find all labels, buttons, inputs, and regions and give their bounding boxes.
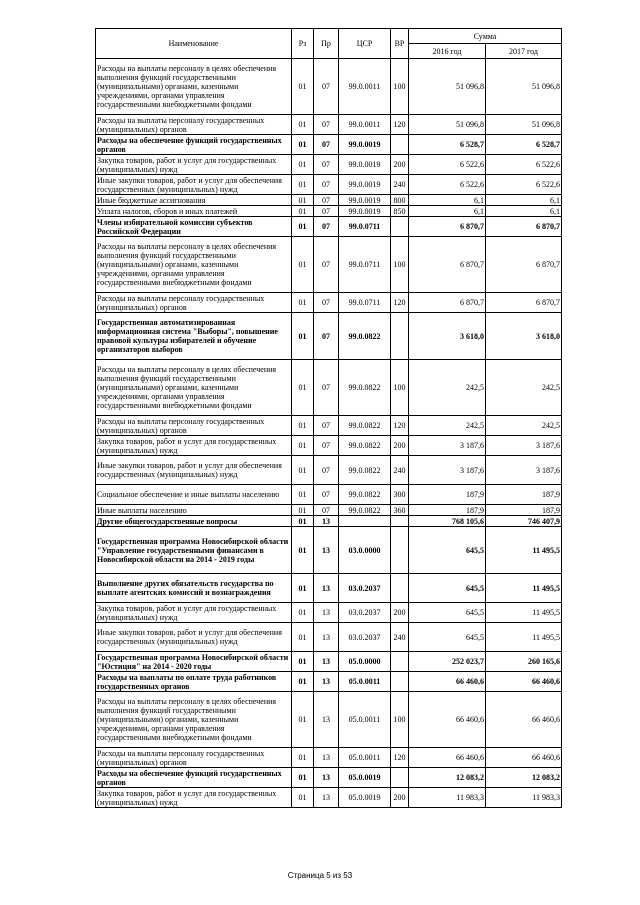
row-csr: 99.0.0822: [339, 313, 391, 360]
row-sum-2016: 187,9: [409, 505, 486, 516]
table-row: [96, 416, 562, 436]
row-pr: 07: [314, 237, 339, 293]
row-name: Закупка товаров, работ и услуг для государственных (муниципальных) нужд: [96, 436, 292, 456]
row-pr: 07: [314, 195, 339, 206]
row-name: Государственная программа Новосибирской области "Юстиция" на 2014 - 2020 годы: [96, 652, 292, 672]
row-vr: 240: [391, 623, 409, 652]
table-row: [96, 768, 562, 788]
header-rz: Рз: [292, 29, 314, 59]
row-sum-2016: 645,5: [409, 574, 486, 603]
row-rz: 01: [292, 237, 314, 293]
row-name: Другие общегосударственные вопросы: [96, 516, 292, 527]
table-row: [96, 456, 562, 485]
row-sum-2017: 11 495,5: [486, 527, 562, 574]
row-csr: 99.0.0011: [339, 115, 391, 135]
row-sum-2017: 51 096,8: [486, 115, 562, 135]
row-sum-2017: 11 983,3: [486, 788, 562, 808]
table-row: [96, 293, 562, 313]
row-sum-2017: 6 522,6: [486, 155, 562, 175]
row-vr: 200: [391, 603, 409, 623]
row-name: Государственная автоматизированная информационная система "Выборы", повышение правовой культуры избирателей и обучение организаторов выборов: [96, 313, 292, 360]
row-sum-2017: 6 870,7: [486, 293, 562, 313]
table-row: [96, 505, 562, 516]
table-row: [96, 748, 562, 768]
row-csr: 05.0.0000: [339, 652, 391, 672]
header-vr: ВР: [391, 29, 409, 59]
row-sum-2016: 3 187,6: [409, 456, 486, 485]
row-pr: 13: [314, 652, 339, 672]
header-sum: Сумма: [409, 29, 562, 44]
row-sum-2016: 3 187,6: [409, 436, 486, 456]
row-name: Расходы на выплаты персоналу в целях обеспечения выполнения функций государственными (муниципальными) органами, казенными учреждениями, органами управления государственными внебюджетными фондами: [96, 360, 292, 416]
row-csr: 99.0.0011: [339, 59, 391, 115]
row-sum-2017: 6,1: [486, 206, 562, 217]
row-sum-2017: 187,9: [486, 485, 562, 505]
row-pr: 13: [314, 692, 339, 748]
row-vr: [391, 574, 409, 603]
row-sum-2016: 6 870,7: [409, 237, 486, 293]
row-sum-2016: 6,1: [409, 195, 486, 206]
row-vr: 800: [391, 195, 409, 206]
row-sum-2016: 66 460,6: [409, 692, 486, 748]
row-sum-2017: 6 522,6: [486, 175, 562, 195]
row-rz: 01: [292, 175, 314, 195]
row-vr: [391, 768, 409, 788]
row-vr: 120: [391, 115, 409, 135]
row-name: Расходы на выплаты персоналу государственных (муниципальных) органов: [96, 293, 292, 313]
header-name: Наименование: [96, 29, 292, 59]
row-csr: 99.0.0019: [339, 175, 391, 195]
row-name: Расходы на выплаты персоналу в целях обеспечения выполнения функций государственными (муниципальными) органами, казенными учреждениями, органами управления государственными внебюджетными фондами: [96, 692, 292, 748]
row-pr: 13: [314, 603, 339, 623]
table-row: [96, 217, 562, 237]
row-vr: 200: [391, 788, 409, 808]
row-name: Иные бюджетные ассигнования: [96, 195, 292, 206]
row-sum-2016: 187,9: [409, 485, 486, 505]
header-2017: 2017 год: [486, 44, 562, 59]
row-pr: 07: [314, 59, 339, 115]
row-name: Расходы на выплаты персоналу государственных (муниципальных) органов: [96, 748, 292, 768]
row-sum-2016: 66 460,6: [409, 748, 486, 768]
row-rz: 01: [292, 115, 314, 135]
row-sum-2016: 11 983,3: [409, 788, 486, 808]
row-csr: 99.0.0019: [339, 135, 391, 155]
table-row: [96, 195, 562, 206]
row-sum-2017: 187,9: [486, 505, 562, 516]
row-rz: 01: [292, 456, 314, 485]
row-sum-2016: 768 105,6: [409, 516, 486, 527]
row-vr: [391, 527, 409, 574]
table-row: [96, 115, 562, 135]
row-rz: 01: [292, 293, 314, 313]
row-vr: [391, 217, 409, 237]
row-vr: 240: [391, 456, 409, 485]
row-sum-2017: 66 460,6: [486, 748, 562, 768]
row-name: Расходы на выплаты персоналу в целях обеспечения выполнения функций государственными (муниципальными) органами, казенными учреждениями, органами управления государственными внебюджетными фондами: [96, 237, 292, 293]
row-sum-2017: 242,5: [486, 360, 562, 416]
row-vr: 120: [391, 748, 409, 768]
row-sum-2016: 6 870,7: [409, 217, 486, 237]
row-rz: 01: [292, 505, 314, 516]
row-sum-2017: 260 165,6: [486, 652, 562, 672]
row-pr: 07: [314, 206, 339, 217]
row-pr: 13: [314, 788, 339, 808]
row-vr: 100: [391, 59, 409, 115]
row-sum-2017: 66 460,6: [486, 672, 562, 692]
row-csr: 05.0.0011: [339, 692, 391, 748]
row-sum-2017: 746 407,9: [486, 516, 562, 527]
page-footer: Страница 5 из 53: [287, 871, 353, 880]
table-row: [96, 788, 562, 808]
row-name: Иные закупки товаров, работ и услуг для обеспечения государственных (муниципальных) нужд: [96, 456, 292, 485]
row-rz: 01: [292, 195, 314, 206]
row-sum-2016: 6 522,6: [409, 155, 486, 175]
table-row: [96, 360, 562, 416]
row-name: Расходы на обеспечение функций государственных органов: [96, 768, 292, 788]
row-vr: [391, 135, 409, 155]
row-csr: 05.0.0011: [339, 672, 391, 692]
row-pr: 07: [314, 135, 339, 155]
row-rz: 01: [292, 416, 314, 436]
row-csr: 99.0.0019: [339, 206, 391, 217]
row-name: Члены избирательной комиссии субъектов Российской Федерации: [96, 217, 292, 237]
row-pr: 13: [314, 574, 339, 603]
row-pr: 07: [314, 456, 339, 485]
row-name: Расходы на выплаты по оплате труда работников государственных органов: [96, 672, 292, 692]
row-name: Закупка товаров, работ и услуг для государственных (муниципальных) нужд: [96, 603, 292, 623]
row-pr: 07: [314, 436, 339, 456]
row-pr: 07: [314, 217, 339, 237]
row-name: Расходы на выплаты персоналу государственных (муниципальных) органов: [96, 115, 292, 135]
table-row: [96, 155, 562, 175]
row-pr: 13: [314, 748, 339, 768]
row-vr: 300: [391, 485, 409, 505]
row-name: Иные закупки товаров, работ и услуг для обеспечения государственных (муниципальных) нужд: [96, 175, 292, 195]
row-rz: 01: [292, 59, 314, 115]
row-sum-2017: 12 083,2: [486, 768, 562, 788]
row-name: Иные выплаты населению: [96, 505, 292, 516]
table-row: [96, 135, 562, 155]
row-vr: 100: [391, 237, 409, 293]
row-pr: 13: [314, 516, 339, 527]
row-rz: 01: [292, 692, 314, 748]
row-rz: 01: [292, 516, 314, 527]
row-rz: 01: [292, 768, 314, 788]
row-csr: 99.0.0019: [339, 155, 391, 175]
row-sum-2016: 6 870,7: [409, 293, 486, 313]
row-sum-2016: 51 096,8: [409, 115, 486, 135]
row-sum-2016: 242,5: [409, 360, 486, 416]
row-sum-2017: 6,1: [486, 195, 562, 206]
row-rz: 01: [292, 527, 314, 574]
table-row: [96, 59, 562, 115]
row-vr: 100: [391, 360, 409, 416]
row-rz: 01: [292, 652, 314, 672]
row-sum-2017: 3 618,0: [486, 313, 562, 360]
row-sum-2017: 51 096,8: [486, 59, 562, 115]
row-name: Расходы на выплаты персоналу в целях обеспечения выполнения функций государственными (муниципальными) органами, казенными учреждениями, органами управления государственными внебюджетными фондами: [96, 59, 292, 115]
row-csr: [339, 516, 391, 527]
row-sum-2016: 66 460,6: [409, 672, 486, 692]
row-rz: 01: [292, 574, 314, 603]
row-pr: 13: [314, 623, 339, 652]
row-csr: 03.0.2037: [339, 623, 391, 652]
row-sum-2017: 3 187,6: [486, 456, 562, 485]
table-row: [96, 574, 562, 603]
table-row: [96, 237, 562, 293]
row-sum-2017: 11 495,5: [486, 623, 562, 652]
row-vr: [391, 516, 409, 527]
row-rz: 01: [292, 360, 314, 416]
row-csr: 03.0.0000: [339, 527, 391, 574]
table-row: [96, 672, 562, 692]
row-name: Государственная программа Новосибирской области "Управление государственными финансами в Новосибирской области на 2014 - 2019 годы: [96, 527, 292, 574]
table-row: [96, 603, 562, 623]
table-row: [96, 206, 562, 217]
row-pr: 13: [314, 527, 339, 574]
row-sum-2016: 6,1: [409, 206, 486, 217]
row-name: Расходы на выплаты персоналу государственных (муниципальных) органов: [96, 416, 292, 436]
row-pr: 07: [314, 505, 339, 516]
row-sum-2017: 242,5: [486, 416, 562, 436]
table-row: [96, 436, 562, 456]
row-name: Закупка товаров, работ и услуг для государственных (муниципальных) нужд: [96, 788, 292, 808]
row-pr: 13: [314, 768, 339, 788]
row-csr: 99.0.0822: [339, 485, 391, 505]
row-rz: 01: [292, 155, 314, 175]
row-name: Уплата налогов, сборов и иных платежей: [96, 206, 292, 217]
row-vr: [391, 652, 409, 672]
table-row: [96, 175, 562, 195]
row-rz: 01: [292, 485, 314, 505]
row-csr: 99.0.0711: [339, 293, 391, 313]
row-sum-2016: 645,5: [409, 527, 486, 574]
header-2016: 2016 год: [409, 44, 486, 59]
row-csr: 99.0.0822: [339, 360, 391, 416]
header-csr: ЦСР: [339, 29, 391, 59]
row-csr: 99.0.0822: [339, 456, 391, 485]
row-sum-2016: 6 522,6: [409, 175, 486, 195]
row-rz: 01: [292, 748, 314, 768]
header-pr: Пр: [314, 29, 339, 59]
row-csr: 05.0.0019: [339, 788, 391, 808]
row-pr: 07: [314, 115, 339, 135]
row-vr: 120: [391, 293, 409, 313]
row-pr: 07: [314, 155, 339, 175]
row-pr: 07: [314, 293, 339, 313]
row-csr: 05.0.0011: [339, 748, 391, 768]
row-sum-2017: 11 495,5: [486, 574, 562, 603]
row-sum-2017: 66 460,6: [486, 692, 562, 748]
table-row: [96, 516, 562, 527]
table-row: [96, 527, 562, 574]
row-vr: 240: [391, 175, 409, 195]
row-vr: 200: [391, 155, 409, 175]
row-sum-2017: 6 528,7: [486, 135, 562, 155]
row-csr: 05.0.0019: [339, 768, 391, 788]
row-sum-2016: 6 528,7: [409, 135, 486, 155]
row-csr: 99.0.0822: [339, 436, 391, 456]
row-rz: 01: [292, 672, 314, 692]
row-name: Социальное обеспечение и иные выплаты населению: [96, 485, 292, 505]
table-body: [96, 59, 562, 808]
row-sum-2016: 242,5: [409, 416, 486, 436]
row-sum-2016: 645,5: [409, 603, 486, 623]
table-row: [96, 623, 562, 652]
row-pr: 07: [314, 416, 339, 436]
row-csr: 99.0.0019: [339, 195, 391, 206]
row-vr: [391, 672, 409, 692]
row-vr: 200: [391, 436, 409, 456]
row-sum-2017: 6 870,7: [486, 237, 562, 293]
row-csr: 99.0.0711: [339, 217, 391, 237]
row-rz: 01: [292, 623, 314, 652]
row-vr: 360: [391, 505, 409, 516]
table-row: [96, 692, 562, 748]
row-sum-2016: 252 023,7: [409, 652, 486, 672]
row-name: Выполнение других обязательств государства по выплате агентских комиссий и вознаграждения: [96, 574, 292, 603]
row-pr: 07: [314, 313, 339, 360]
table-row: [96, 485, 562, 505]
row-sum-2017: 6 870,7: [486, 217, 562, 237]
row-vr: 100: [391, 692, 409, 748]
row-csr: 99.0.0711: [339, 237, 391, 293]
row-sum-2017: 3 187,6: [486, 436, 562, 456]
row-vr: 120: [391, 416, 409, 436]
row-rz: 01: [292, 206, 314, 217]
table-row: [96, 313, 562, 360]
budget-table-container: [95, 28, 561, 808]
row-sum-2016: 3 618,0: [409, 313, 486, 360]
row-name: Иные закупки товаров, работ и услуг для обеспечения государственных (муниципальных) нужд: [96, 623, 292, 652]
table-header: [96, 29, 562, 59]
row-name: Закупка товаров, работ и услуг для государственных (муниципальных) нужд: [96, 155, 292, 175]
row-vr: [391, 313, 409, 360]
row-pr: 13: [314, 672, 339, 692]
row-rz: 01: [292, 436, 314, 456]
row-csr: 99.0.0822: [339, 416, 391, 436]
row-sum-2017: 11 495,5: [486, 603, 562, 623]
row-pr: 07: [314, 485, 339, 505]
row-sum-2016: 51 096,8: [409, 59, 486, 115]
row-rz: 01: [292, 135, 314, 155]
row-rz: 01: [292, 788, 314, 808]
row-rz: 01: [292, 603, 314, 623]
row-vr: 850: [391, 206, 409, 217]
row-sum-2016: 645,5: [409, 623, 486, 652]
row-sum-2016: 12 083,2: [409, 768, 486, 788]
table-row: [96, 652, 562, 672]
budget-table: [95, 28, 562, 808]
row-csr: 03.0.2037: [339, 603, 391, 623]
row-pr: 07: [314, 360, 339, 416]
row-rz: 01: [292, 217, 314, 237]
row-csr: 99.0.0822: [339, 505, 391, 516]
row-rz: 01: [292, 313, 314, 360]
row-pr: 07: [314, 175, 339, 195]
row-name: Расходы на обеспечение функций государственных органов: [96, 135, 292, 155]
row-csr: 03.0.2037: [339, 574, 391, 603]
